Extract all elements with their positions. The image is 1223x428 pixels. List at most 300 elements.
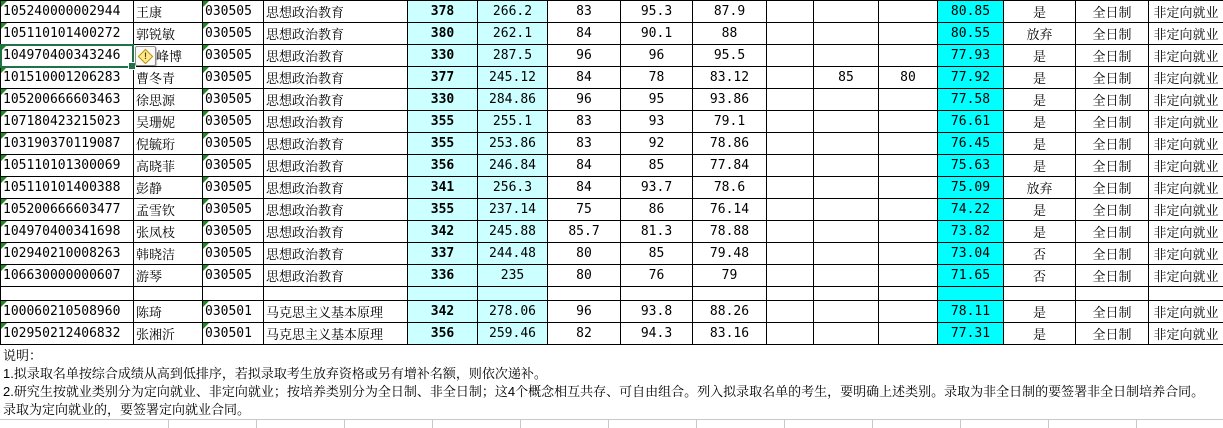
cell-score-4[interactable] [621, 67, 693, 89]
cell-text: 92 [648, 136, 665, 151]
cell-extra-1[interactable] [767, 287, 814, 301]
cell-composite-score[interactable] [938, 1, 1004, 23]
cell-major-name[interactable] [264, 221, 408, 243]
cell-study-mode[interactable] [1076, 67, 1149, 89]
cell-extra-1[interactable] [767, 323, 814, 345]
cell-extra-2[interactable] [814, 301, 879, 323]
cell-major-name[interactable] [264, 133, 408, 155]
cell-confirm-status[interactable] [1004, 155, 1076, 177]
cell-score-3[interactable] [548, 1, 621, 23]
cell-composite-score[interactable] [938, 67, 1004, 89]
cell-extra-1[interactable] [767, 89, 814, 111]
cell-employment-type[interactable] [1149, 111, 1223, 133]
cell-major-code[interactable] [203, 155, 264, 177]
cell-score-1[interactable] [408, 287, 478, 301]
cell-name[interactable] [134, 199, 203, 221]
cell-major-code[interactable] [203, 111, 264, 133]
cell-score-2[interactable] [478, 45, 548, 67]
cell-score-2[interactable] [478, 155, 548, 177]
cell-employment-type[interactable] [1149, 155, 1223, 177]
cell-employment-type[interactable] [1149, 89, 1223, 111]
cell-major-code[interactable] [203, 133, 264, 155]
cell-score-3[interactable] [548, 89, 621, 111]
cell-score-2[interactable] [478, 67, 548, 89]
cell-candidate-id[interactable] [1, 287, 134, 301]
cell-employment-type[interactable] [1149, 45, 1223, 67]
cell-name[interactable] [134, 221, 203, 243]
cell-name[interactable] [134, 89, 203, 111]
cell-extra-2[interactable] [814, 155, 879, 177]
cell-extra-3[interactable] [879, 265, 938, 287]
cell-name[interactable] [134, 265, 203, 287]
cell-text: 83 [576, 114, 592, 129]
cell-score-5[interactable] [693, 265, 767, 287]
cell-confirm-status[interactable] [1004, 111, 1076, 133]
cell-text: 韩晓洁 [136, 248, 176, 263]
cell-score-4[interactable] [621, 177, 693, 199]
cell-score-1[interactable] [408, 199, 478, 221]
cell-confirm-status[interactable] [1004, 301, 1076, 323]
cell-score-2[interactable] [478, 287, 548, 301]
cell-name[interactable] [134, 243, 203, 265]
cell-score-5[interactable] [693, 323, 767, 345]
cell-score-1[interactable] [408, 265, 478, 287]
cell-text: 85 [648, 246, 665, 261]
cell-score-4[interactable] [621, 243, 693, 265]
cell-candidate-id[interactable] [1, 133, 134, 155]
cell-text: 80.85 [950, 4, 991, 19]
cell-candidate-id[interactable] [1, 67, 134, 89]
cell-composite-score[interactable] [938, 301, 1004, 323]
cell-employment-type[interactable] [1149, 199, 1223, 221]
cell-extra-3[interactable] [879, 23, 938, 45]
cell-score-3[interactable] [548, 199, 621, 221]
cell-score-5[interactable] [693, 1, 767, 23]
cell-text: 非定向就业 [1153, 306, 1219, 321]
cell-score-3[interactable] [548, 301, 621, 323]
cell-study-mode[interactable] [1076, 301, 1149, 323]
cell-score-1[interactable] [408, 155, 478, 177]
cell-score-3[interactable] [548, 67, 621, 89]
cell-score-4[interactable] [621, 133, 693, 155]
cell-text: 253.86 [489, 136, 536, 151]
cell-extra-3[interactable] [879, 301, 938, 323]
cell-extra-3[interactable] [879, 67, 938, 89]
cell-study-mode[interactable] [1076, 133, 1149, 155]
cell-study-mode[interactable] [1076, 177, 1149, 199]
cell-composite-score[interactable] [938, 133, 1004, 155]
cell-extra-3[interactable] [879, 155, 938, 177]
cell-extra-2[interactable] [814, 221, 879, 243]
cell-major-code[interactable] [203, 221, 264, 243]
cell-major-name[interactable] [264, 67, 408, 89]
cell-composite-score[interactable] [938, 265, 1004, 287]
notes-line: 录取为定向就业的，要签署定向就业合同。 [3, 402, 251, 417]
cell-extra-3[interactable] [879, 1, 938, 23]
cell-score-3[interactable] [548, 287, 621, 301]
cell-score-3[interactable] [548, 23, 621, 45]
cell-text: 思想政治教育 [266, 94, 345, 109]
cell-score-3[interactable] [548, 243, 621, 265]
cell-extra-3[interactable] [879, 199, 938, 221]
cell-candidate-id[interactable] [1, 221, 134, 243]
cell-score-4[interactable] [621, 23, 693, 45]
cell-major-name[interactable] [264, 243, 408, 265]
cell-extra-1[interactable] [767, 221, 814, 243]
cell-major-code[interactable] [203, 45, 264, 67]
cell-score-5[interactable] [693, 199, 767, 221]
cell-text: 非定向就业 [1153, 6, 1219, 21]
cell-score-5[interactable] [693, 243, 767, 265]
cell-extra-3[interactable] [879, 111, 938, 133]
cell-score-2[interactable] [478, 111, 548, 133]
cell-extra-1[interactable] [767, 1, 814, 23]
cell-text: 思想政治教育 [266, 226, 345, 241]
cell-candidate-id[interactable] [1, 23, 134, 45]
cell-text: 342 [430, 304, 455, 319]
cell-text: 030505 [205, 224, 252, 239]
cell-candidate-id[interactable] [1, 89, 134, 111]
cell-extra-3[interactable] [879, 89, 938, 111]
cell-composite-score[interactable] [938, 177, 1004, 199]
cell-employment-type[interactable] [1149, 23, 1223, 45]
table-row [1, 323, 1223, 345]
cell-candidate-id[interactable] [1, 1, 134, 23]
cell-major-name[interactable] [264, 1, 408, 23]
cell-text: 吴珊妮 [136, 116, 176, 131]
cell-candidate-id[interactable] [1, 265, 134, 287]
cell-study-mode[interactable] [1076, 89, 1149, 111]
cell-text: 105110101400388 [3, 180, 121, 195]
cell-major-name[interactable] [264, 111, 408, 133]
cell-score-5[interactable] [693, 301, 767, 323]
cell-major-name[interactable] [264, 23, 408, 45]
cell-score-2[interactable] [478, 221, 548, 243]
cell-score-4[interactable] [621, 265, 693, 287]
cell-extra-2[interactable] [814, 323, 879, 345]
cell-study-mode[interactable] [1076, 155, 1149, 177]
cell-extra-1[interactable] [767, 155, 814, 177]
cell-text: 245.88 [489, 224, 536, 239]
table-row [1, 301, 1223, 323]
cell-extra-2[interactable] [814, 133, 879, 155]
cell-score-2[interactable] [478, 177, 548, 199]
cell-confirm-status[interactable] [1004, 265, 1076, 287]
cell-extra-3[interactable] [879, 221, 938, 243]
cell-major-code[interactable] [203, 287, 264, 301]
cell-confirm-status[interactable] [1004, 221, 1076, 243]
cell-score-4[interactable] [621, 89, 693, 111]
cell-candidate-id[interactable] [1, 45, 134, 67]
cell-major-name[interactable] [264, 287, 408, 301]
cell-extra-1[interactable] [767, 67, 814, 89]
table-row [1, 23, 1223, 45]
cell-score-2[interactable] [478, 301, 548, 323]
cell-score-5[interactable] [693, 45, 767, 67]
cell-text: 全日制 [1092, 270, 1132, 285]
cell-candidate-id[interactable] [1, 155, 134, 177]
cell-score-1[interactable] [408, 301, 478, 323]
cell-name[interactable] [134, 23, 203, 45]
cell-name[interactable] [134, 155, 203, 177]
cell-extra-2[interactable] [814, 177, 879, 199]
table-row [1, 177, 1223, 199]
cell-extra-2[interactable] [814, 199, 879, 221]
cell-study-mode[interactable] [1076, 243, 1149, 265]
cell-extra-3[interactable] [879, 45, 938, 67]
cell-score-4[interactable] [621, 155, 693, 177]
cell-major-code[interactable] [203, 67, 264, 89]
cell-extra-1[interactable] [767, 111, 814, 133]
cell-candidate-id[interactable] [1, 199, 134, 221]
cell-composite-score[interactable] [938, 45, 1004, 67]
cell-composite-score[interactable] [938, 221, 1004, 243]
cell-score-3[interactable] [548, 45, 621, 67]
cell-text: 80 [576, 268, 592, 283]
cell-extra-2[interactable] [814, 265, 879, 287]
cell-confirm-status[interactable] [1004, 23, 1076, 45]
cell-name[interactable] [134, 1, 203, 23]
table-row [1, 67, 1223, 89]
cell-extra-3[interactable] [879, 177, 938, 199]
cell-score-1[interactable] [408, 243, 478, 265]
cell-employment-type[interactable] [1149, 1, 1223, 23]
notes-line: 2.研究生按就业类别分为定向就业、非定向就业；按培养类别分为全日制、非全日制；这4个概念相互共存、可自由组合。列入拟录取名单的考生，要明确上述类别。录取为非全日制的要签署非全日制培养合同。 [3, 384, 1205, 399]
cell-major-name[interactable] [264, 301, 408, 323]
cell-score-1[interactable] [408, 23, 478, 45]
cell-name[interactable] [134, 111, 203, 133]
cell-score-2[interactable] [478, 265, 548, 287]
cell-major-name[interactable] [264, 89, 408, 111]
cell-extra-1[interactable] [767, 301, 814, 323]
cell-study-mode[interactable] [1076, 45, 1149, 67]
cell-study-mode[interactable] [1076, 287, 1149, 301]
cell-score-1[interactable] [408, 133, 478, 155]
cell-score-4[interactable] [621, 301, 693, 323]
cell-employment-type[interactable] [1149, 323, 1223, 345]
cell-name[interactable] [134, 177, 203, 199]
cell-extra-1[interactable] [767, 133, 814, 155]
cell-score-1[interactable] [408, 221, 478, 243]
cell-confirm-status[interactable] [1004, 89, 1076, 111]
cell-confirm-status[interactable] [1004, 243, 1076, 265]
cell-composite-score[interactable] [938, 199, 1004, 221]
cell-composite-score[interactable] [938, 23, 1004, 45]
cell-composite-score[interactable] [938, 287, 1004, 301]
cell-text: 思想政治教育 [266, 270, 345, 285]
cell-major-code[interactable] [203, 265, 264, 287]
cell-score-5[interactable] [693, 23, 767, 45]
cell-composite-score[interactable] [938, 323, 1004, 345]
cell-score-3[interactable] [548, 265, 621, 287]
cell-extra-1[interactable] [767, 177, 814, 199]
cell-text: 77.58 [950, 92, 991, 107]
cell-score-5[interactable] [693, 221, 767, 243]
cell-text: 倪毓珩 [136, 138, 176, 153]
cell-employment-type[interactable] [1149, 243, 1223, 265]
cell-name[interactable] [134, 67, 203, 89]
cell-extra-2[interactable] [814, 1, 879, 23]
cell-name[interactable] [134, 287, 203, 301]
cell-score-4[interactable] [621, 323, 693, 345]
cell-major-name[interactable] [264, 323, 408, 345]
table-row [1, 133, 1223, 155]
cell-confirm-status[interactable] [1004, 67, 1076, 89]
cell-score-5[interactable] [693, 111, 767, 133]
cell-study-mode[interactable] [1076, 111, 1149, 133]
cell-score-4[interactable] [621, 287, 693, 301]
cell-employment-type[interactable] [1149, 133, 1223, 155]
cell-candidate-id[interactable] [1, 111, 134, 133]
cell-text: 96 [576, 48, 592, 63]
cell-confirm-status[interactable] [1004, 287, 1076, 301]
cell-score-3[interactable] [548, 133, 621, 155]
cell-text: 75.63 [950, 158, 991, 173]
cell-study-mode[interactable] [1076, 221, 1149, 243]
cell-text: 全日制 [1092, 226, 1132, 241]
cell-major-code[interactable] [203, 177, 264, 199]
cell-score-1[interactable] [408, 323, 478, 345]
cell-composite-score[interactable] [938, 155, 1004, 177]
cell-score-3[interactable] [548, 221, 621, 243]
cell-extra-3[interactable] [879, 323, 938, 345]
cell-score-1[interactable] [408, 67, 478, 89]
cell-confirm-status[interactable] [1004, 45, 1076, 67]
cell-study-mode[interactable] [1076, 323, 1149, 345]
cell-confirm-status[interactable] [1004, 177, 1076, 199]
cell-major-name[interactable] [264, 155, 408, 177]
cell-employment-type[interactable] [1149, 67, 1223, 89]
cell-major-code[interactable] [203, 243, 264, 265]
cell-extra-3[interactable] [879, 133, 938, 155]
cell-score-5[interactable] [693, 287, 767, 301]
cell-major-code[interactable] [203, 23, 264, 45]
cell-score-4[interactable] [621, 111, 693, 133]
cell-score-2[interactable] [478, 243, 548, 265]
cell-study-mode[interactable] [1076, 265, 1149, 287]
cell-candidate-id[interactable] [1, 301, 134, 323]
cell-text: 83.16 [709, 326, 750, 341]
cell-employment-type[interactable] [1149, 221, 1223, 243]
cell-extra-2[interactable] [814, 111, 879, 133]
cell-text: 030505 [205, 158, 252, 173]
cell-score-1[interactable] [408, 89, 478, 111]
cell-study-mode[interactable] [1076, 199, 1149, 221]
cell-composite-score[interactable] [938, 89, 1004, 111]
cell-major-code[interactable] [203, 89, 264, 111]
cell-text: 是 [1032, 50, 1046, 65]
cell-confirm-status[interactable] [1004, 323, 1076, 345]
cell-text: 全日制 [1092, 328, 1132, 343]
cell-extra-2[interactable] [814, 67, 879, 89]
cell-score-4[interactable] [621, 1, 693, 23]
cell-candidate-id[interactable] [1, 177, 134, 199]
cell-text: 80.55 [950, 26, 991, 41]
cell-score-2[interactable] [478, 1, 548, 23]
cell-name[interactable] [134, 323, 203, 345]
cell-score-2[interactable] [478, 199, 548, 221]
cell-extra-2[interactable] [814, 287, 879, 301]
cell-text: 102950212406832 [3, 326, 121, 341]
cell-employment-type[interactable] [1149, 287, 1223, 301]
cell-score-5[interactable] [693, 177, 767, 199]
cell-extra-3[interactable] [879, 243, 938, 265]
cell-extra-1[interactable] [767, 199, 814, 221]
cell-study-mode[interactable] [1076, 1, 1149, 23]
cell-composite-score[interactable] [938, 243, 1004, 265]
cell-major-code[interactable] [203, 1, 264, 23]
cell-score-4[interactable] [621, 199, 693, 221]
cell-extra-2[interactable] [814, 243, 879, 265]
cell-extra-1[interactable] [767, 45, 814, 67]
cell-employment-type[interactable] [1149, 265, 1223, 287]
cell-composite-score[interactable] [938, 111, 1004, 133]
cell-score-3[interactable] [548, 177, 621, 199]
cell-major-name[interactable] [264, 45, 408, 67]
cell-score-5[interactable] [693, 155, 767, 177]
cell-major-name[interactable] [264, 199, 408, 221]
cell-extra-1[interactable] [767, 265, 814, 287]
cell-extra-3[interactable] [879, 287, 938, 301]
cell-score-4[interactable] [621, 45, 693, 67]
cell-text: 80 [576, 246, 592, 261]
cell-name[interactable] [134, 301, 203, 323]
cell-candidate-id[interactable] [1, 243, 134, 265]
table-row [1, 287, 1223, 301]
cell-extra-2[interactable] [814, 23, 879, 45]
cell-major-code[interactable] [203, 301, 264, 323]
cell-score-1[interactable] [408, 111, 478, 133]
cell-extra-1[interactable] [767, 243, 814, 265]
cell-candidate-id[interactable] [1, 323, 134, 345]
cell-major-name[interactable] [264, 177, 408, 199]
cell-text: 71.65 [950, 268, 991, 283]
cell-score-1[interactable] [408, 45, 478, 67]
cell-score-3[interactable] [548, 323, 621, 345]
cell-score-1[interactable] [408, 177, 478, 199]
cell-confirm-status[interactable] [1004, 133, 1076, 155]
cell-text: 030505 [205, 246, 252, 261]
cell-major-code[interactable] [203, 199, 264, 221]
cell-confirm-status[interactable] [1004, 199, 1076, 221]
cell-major-code[interactable] [203, 323, 264, 345]
cell-employment-type[interactable] [1149, 301, 1223, 323]
cell-score-2[interactable] [478, 89, 548, 111]
cell-score-5[interactable] [693, 89, 767, 111]
cell-score-4[interactable] [621, 221, 693, 243]
cell-confirm-status[interactable] [1004, 1, 1076, 23]
error-options-icon[interactable] [135, 46, 156, 66]
cell-score-1[interactable] [408, 1, 478, 23]
cell-score-2[interactable] [478, 323, 548, 345]
cell-score-5[interactable] [693, 67, 767, 89]
cell-score-3[interactable] [548, 111, 621, 133]
cell-text: 是 [1032, 6, 1046, 21]
cell-score-2[interactable] [478, 23, 548, 45]
cell-extra-2[interactable] [814, 89, 879, 111]
cell-name[interactable] [134, 133, 203, 155]
cell-employment-type[interactable] [1149, 177, 1223, 199]
gridline [432, 419, 433, 428]
cell-score-5[interactable] [693, 133, 767, 155]
cell-score-2[interactable] [478, 133, 548, 155]
cell-study-mode[interactable] [1076, 23, 1149, 45]
cell-major-name[interactable] [264, 265, 408, 287]
cell-text: 96 [576, 92, 592, 107]
cell-score-3[interactable] [548, 155, 621, 177]
cell-extra-2[interactable] [814, 45, 879, 67]
cell-extra-1[interactable] [767, 23, 814, 45]
